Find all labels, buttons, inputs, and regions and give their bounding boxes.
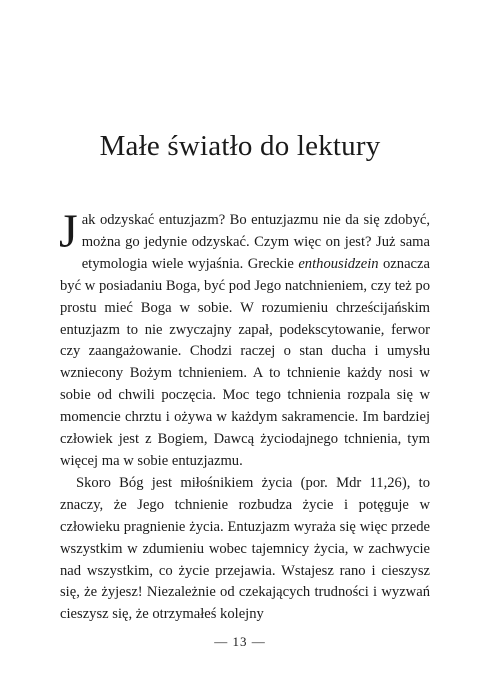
drop-cap: J <box>59 205 78 258</box>
body-text <box>59 205 430 626</box>
paragraph-1 <box>59 205 430 473</box>
page-number: — 13 — <box>214 634 266 649</box>
chapter-title: Małe światło do lektury <box>99 130 381 162</box>
paragraph-2: Skoro Bóg jest miłośnikiem życia (por. Mdr 11,26), to znaczy, że Jego tchnienie rozbudza życie i potęguje w człowieku pragnienie życia. Entuzjazm wyraża się więc przede wszystkim w zdumieniu wobec tajemnicy życia, w zachwycie nad wszystkim, co życie przejawia. Wstajesz rano i cieszysz się, że żyjesz! Niezależnie od czekających trudności i wyzwań cieszysz się, że otrzymałeś kolejny <box>60 474 430 623</box>
paragraph-1-italic-term: enthousidzein <box>298 255 379 272</box>
paragraph-1-segment: oznacza być w posiadaniu Boga, być pod Jego natchnieniem, czy też po prostu mieć Boga w sobie. W rozumieniu chrześcijańskim entuzjazm to nie zwyczajny zapał, podekscytowanie, ferwor czy zaangażowanie. Chodzi raczej o stan ducha i umysłu wzniecony Bożym tchnieniem. A to tchnienie każdy nosi w sobie od chwili poczęcia. Moc tego tchnienia rozpala się w momencie chrztu i ożywa w każdym sakramencie. Im bardziej człowiek jest z Bogiem, Dawcą życiodajnego tchnienia, tym więcej ma w sobie entuzjazmu. <box>60 255 430 469</box>
paragraph-1-segment: ak odzyskać entuzjazm? Bo entuzjazmu nie da się zdobyć, można go jedynie odzyskać. Czym więc on jest? Już sama etymologia wiele wyjaśnia. Greckie <box>81 212 430 272</box>
